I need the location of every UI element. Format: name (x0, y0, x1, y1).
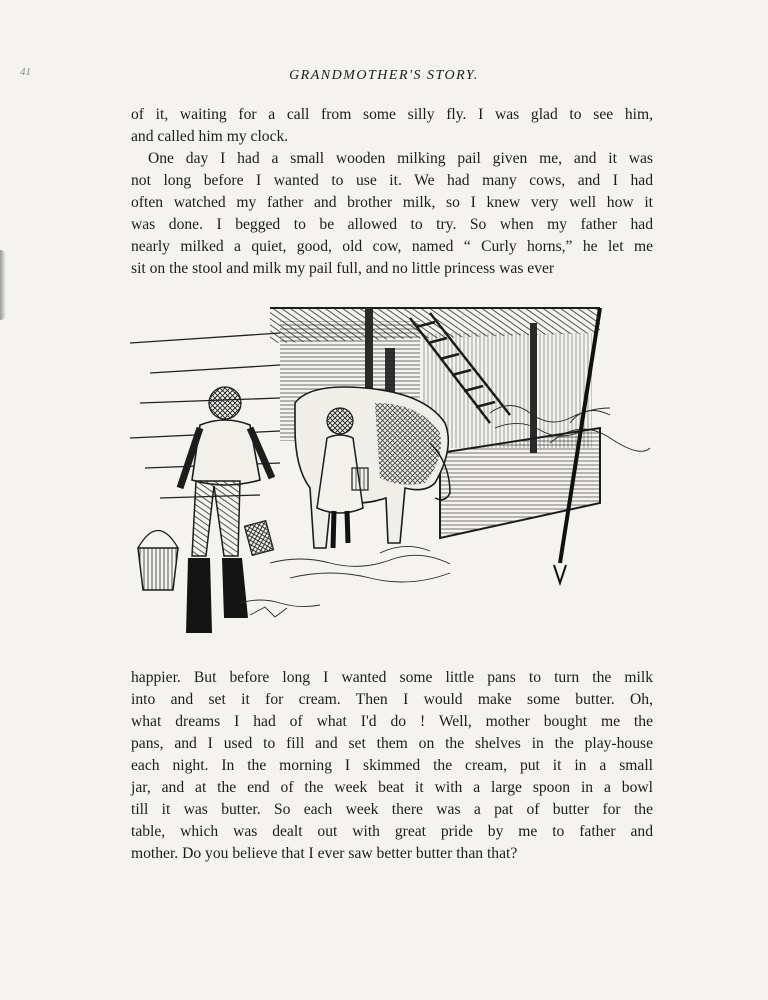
girl-pail (352, 468, 368, 490)
text-line: not long before I wanted to use it. We had many cows, and I had (131, 172, 653, 189)
paragraph (131, 104, 653, 148)
text-line: of it, waiting for a call from some silly fly. I was glad to see him, (131, 106, 653, 123)
text-block-bottom (131, 667, 653, 865)
text-line: sit on the stool and milk my pail full, and no little princess was ever (131, 260, 555, 277)
page-margin-mark: 41 (20, 66, 31, 78)
text-line: what dreams I had of what I'd do ! Well, mother bought me the (131, 713, 653, 730)
text-line: each night. In the morning I skimmed the cream, put it in a small (131, 757, 653, 774)
floor-straw (240, 546, 450, 617)
running-head: GRANDMOTHER'S STORY. (289, 68, 479, 83)
paragraph (131, 148, 653, 280)
text-line: often watched my father and brother milk, so I knew very well how it (131, 194, 653, 211)
text-line: pans, and I used to fill and set them on the shelves in the play-house (131, 735, 653, 752)
text-line: was done. I begged to be allowed to try. So when my father had (131, 216, 653, 233)
text-line: into and set it for cream. Then I would make some butter. Oh, (131, 691, 653, 708)
text-block-top (131, 104, 653, 280)
paragraph (131, 667, 653, 865)
man-figure (138, 387, 274, 633)
text-line: One day I had a small wooden milking pail given me, and it was (148, 150, 653, 167)
text-line: jar, and at the end of the week beat it with a large spoon in a bowl (131, 779, 653, 796)
text-line: and called him my clock. (131, 128, 289, 145)
text-line: happier. But before long I wanted some little pans to turn the milk (131, 669, 653, 686)
cow (295, 387, 450, 548)
man-pail (138, 531, 178, 591)
text-line: table, which was dealt out with great pride by me to father and (131, 823, 653, 840)
page-edge-shadow (0, 250, 6, 320)
text-line: nearly milked a quiet, good, old cow, named “ Curly horns,” he let me (131, 238, 653, 255)
text-line: mother. Do you believe that I ever saw better butter than that? (131, 845, 518, 862)
text-line: till it was butter. So each week there was a pat of butter for the (131, 801, 653, 818)
barn-illustration (130, 303, 656, 643)
